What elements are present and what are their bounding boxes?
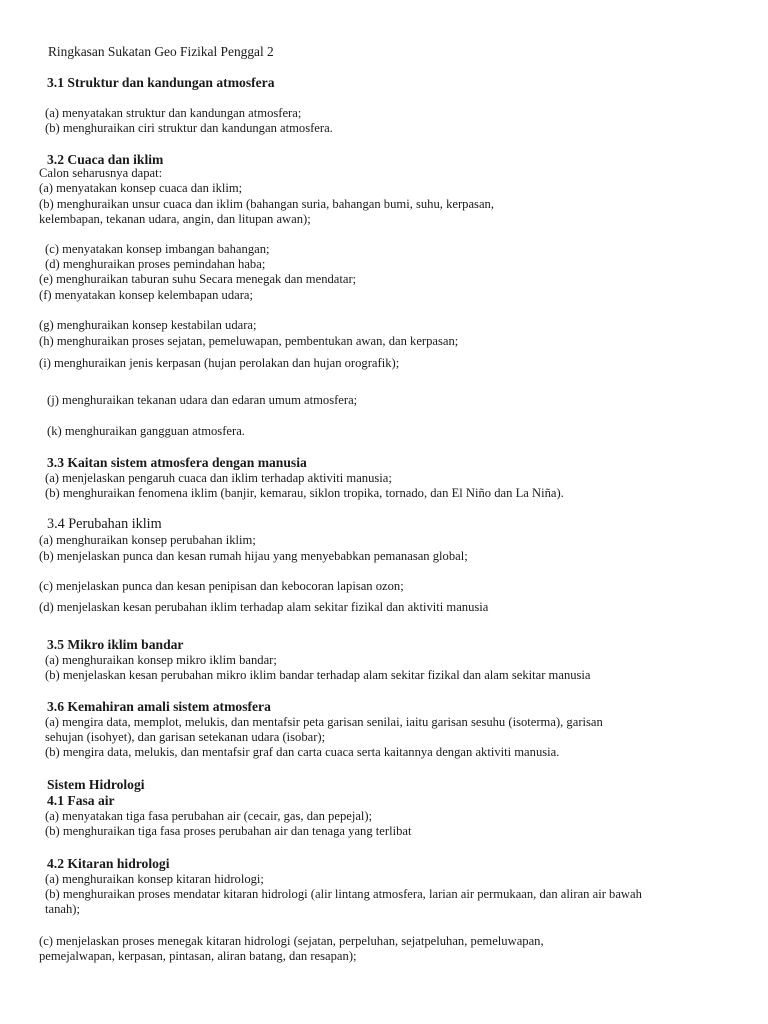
- heading-3-1: 3.1 Struktur dan kandungan atmosfera: [47, 75, 275, 90]
- heading-3-2: 3.2 Cuaca dan iklim: [47, 152, 164, 167]
- list-item: (a) menyatakan konsep cuaca dan iklim;: [39, 181, 243, 195]
- list-item: (j) menghuraikan tekanan udara dan edaran umum atmosfera;: [47, 393, 358, 407]
- list-item: (b) menjelaskan punca dan kesan rumah hijau yang menyebabkan pemanasan global;: [39, 549, 468, 563]
- list-item: (h) menghuraikan proses sejatan, pemeluwapan, pembentukan awan, dan kerpasan;: [39, 334, 459, 348]
- list-item: (d) menjelaskan kesan perubahan iklim terhadap alam sekitar fizikal dan aktiviti manusia: [39, 600, 489, 614]
- list-item: (a) menghuraikan konsep perubahan iklim;: [39, 533, 256, 547]
- list-item: (a) menyatakan tiga fasa perubahan air (cecair, gas, dan pepejal);: [45, 809, 373, 823]
- list-item: (k) menghuraikan gangguan atmosfera.: [47, 424, 245, 438]
- list-item: (b) menghuraikan ciri struktur dan kandungan atmosfera.: [45, 121, 333, 135]
- list-item: (c) menyatakan konsep imbangan bahangan;: [45, 242, 270, 256]
- list-item-continuation: kelembapan, tekanan udara, angin, dan litupan awan);: [39, 212, 311, 226]
- list-item: (d) menghuraikan proses pemindahan haba;: [45, 257, 266, 271]
- list-item-continuation: sehujan (isohyet), dan garisan setekanan udara (isobar);: [45, 730, 326, 744]
- heading-4-1: 4.1 Fasa air: [47, 793, 115, 808]
- list-item: (b) menghuraikan unsur cuaca dan iklim (bahangan suria, bahangan bumi, suhu, kerpasan,: [39, 197, 494, 211]
- heading-3-4: 3.4 Perubahan iklim: [47, 516, 162, 532]
- heading-4-2: 4.2 Kitaran hidrologi: [47, 856, 170, 871]
- list-item: (a) menjelaskan pengaruh cuaca dan iklim terhadap aktiviti manusia;: [45, 471, 392, 485]
- list-item: (g) menghuraikan konsep kestabilan udara;: [39, 318, 257, 332]
- heading-3-3: 3.3 Kaitan sistem atmosfera dengan manusia: [47, 455, 307, 470]
- list-item: (b) menghuraikan proses mendatar kitaran hidrologi (alir lintang atmosfera, larian air permukaan, dan aliran air bawah: [45, 887, 642, 901]
- list-item: (b) menghuraikan tiga fasa proses perubahan air dan tenaga yang terlibat: [45, 824, 412, 838]
- list-item: (e) menghuraikan taburan suhu Secara menegak dan mendatar;: [39, 272, 357, 286]
- list-item-continuation: tanah);: [45, 902, 80, 916]
- list-item: (c) menjelaskan punca dan kesan penipisan dan kebocoran lapisan ozon;: [39, 579, 404, 593]
- list-item: (a) menghuraikan konsep kitaran hidrologi;: [45, 872, 264, 886]
- list-item: (i) menghuraikan jenis kerpasan (hujan perolakan dan hujan orografik);: [39, 356, 400, 370]
- list-item: (b) menghuraikan fenomena iklim (banjir, kemarau, siklon tropika, tornado, dan El Niño dan La Niña).: [45, 486, 564, 500]
- heading-3-5: 3.5 Mikro iklim bandar: [47, 637, 184, 652]
- list-item: (a) menyatakan struktur dan kandungan atmosfera;: [45, 106, 302, 120]
- list-item: (a) menghuraikan konsep mikro iklim bandar;: [45, 653, 277, 667]
- heading-3-6: 3.6 Kemahiran amali sistem atmosfera: [47, 699, 271, 714]
- list-item: (b) mengira data, melukis, dan mentafsir graf dan carta cuaca serta kaitannya dengan aktiviti manusia.: [45, 745, 560, 759]
- intro-text: Calon seharusnya dapat:: [39, 166, 163, 180]
- document-title: Ringkasan Sukatan Geo Fizikal Penggal 2: [48, 44, 274, 59]
- list-item-continuation: pemejalwapan, kerpasan, pintasan, aliran batang, dan resapan);: [39, 949, 357, 963]
- section-title-hidrologi: Sistem Hidrologi: [47, 777, 145, 792]
- list-item: (a) mengira data, memplot, melukis, dan mentafsir peta garisan senilai, iaitu garisan sesuhu (isoterma), garisan: [45, 715, 603, 729]
- list-item: (f) menyatakan konsep kelembapan udara;: [39, 288, 254, 302]
- list-item: (b) menjelaskan kesan perubahan mikro iklim bandar terhadap alam sekitar fizikal dan alam sekitar manusia: [45, 668, 591, 682]
- list-item: (c) menjelaskan proses menegak kitaran hidrologi (sejatan, perpeluhan, sejatpeluhan, pemeluwapan,: [39, 934, 544, 948]
